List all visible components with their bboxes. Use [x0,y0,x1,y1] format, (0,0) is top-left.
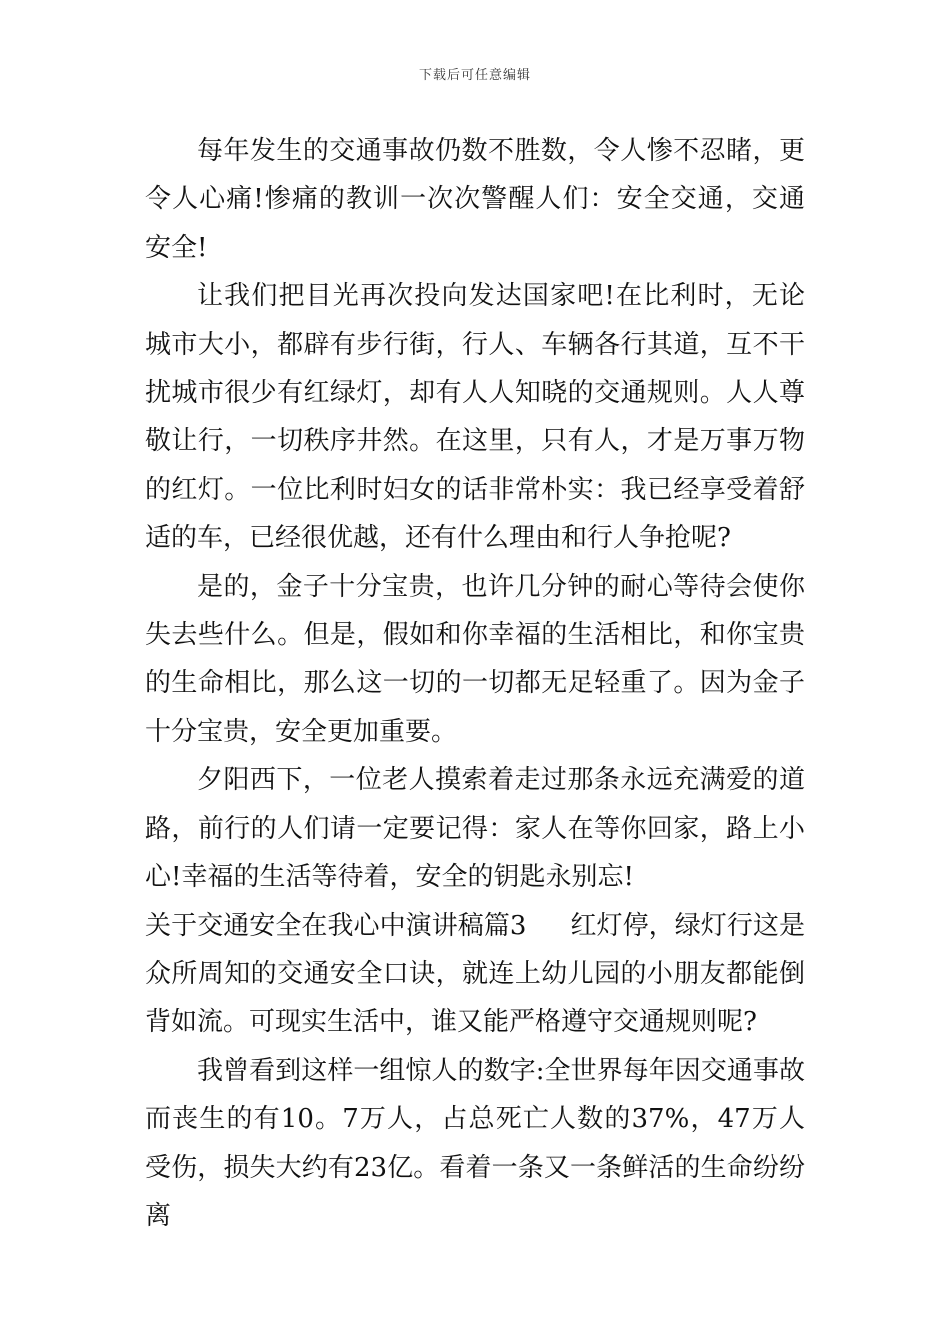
paragraph-3: 是的，金子十分宝贵，也许几分钟的耐心等待会使你失去些什么。但是，假如和你幸福的生活相比，和你宝贵的生命相比，那么这一切的一切都无足轻重了。因为金子十分宝贵，安全更加重要。 [145,571,805,747]
document-body [145,127,805,1240]
paragraph-4: 夕阳西下，一位老人摸索着走过那条永远充满爱的道路，前行的人们请一定要记得：家人在等你回家，路上小心!幸福的生活等待着，安全的钥匙永别忘! [145,765,805,893]
page-header-note: 下载后可任意编辑 [418,68,531,83]
section-3-text: 红灯停，绿灯行这是众所周知的交通安全口诀，就连上幼儿园的小朋友都能倒背如流。可现实生活中，谁又能严格遵守交通规则呢? [145,910,805,1038]
paragraph-1: 每年发生的交通事故仍数不胜数，令人惨不忍睹，更令人心痛!惨痛的教训一次次警醒人们：安全交通，交通安全! [145,136,805,263]
paragraph-2: 让我们把目光再次投向发达国家吧!在比利时，无论城市大小，都辟有步行街，行人、车辆各行其道，互不干扰城市很少有红绿灯，却有人人知晓的交通规则。人人尊敬让行，一切秩序井然。在这里，只有人，才是万事万物的红灯。一位比利时妇女的话非常朴实：我已经享受着舒适的车，已经很优越，还有什么理由和行人争抢呢? [145,281,805,554]
paragraph-last: 我曾看到这样一组惊人的数字:全世界每年因交通事故而丧生的有10。7万人，占总死亡人数的37%，47万人受伤，损失大约有23亿。看着一条又一条鲜活的生命纷纷离 [145,1055,805,1231]
section-3-heading: 关于交通安全在我心中演讲稿篇3 [145,910,527,941]
section-3-paragraph [145,902,805,1047]
